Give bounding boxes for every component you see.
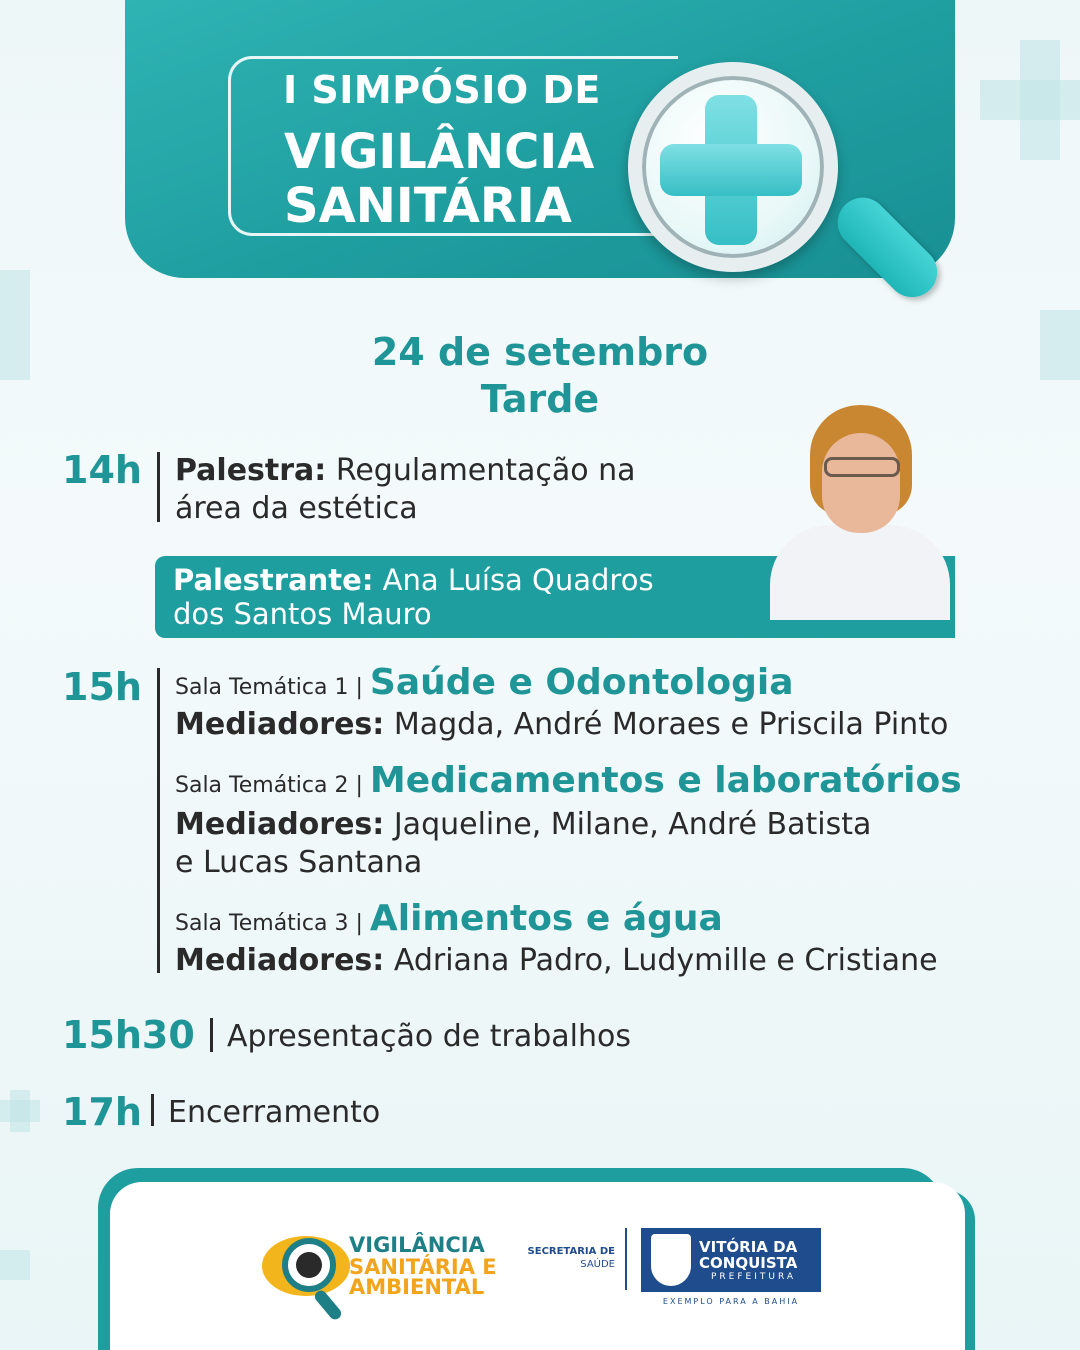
- title-line-3: SANITÁRIA: [284, 178, 572, 234]
- health-cross-icon: [660, 144, 802, 196]
- photo-glasses: [824, 457, 900, 477]
- time-14h: 14h: [62, 448, 142, 492]
- room-2-label: Sala Temática 2 |: [175, 773, 370, 798]
- speaker-name-2: dos Santos Mauro: [173, 597, 432, 631]
- lecture-text-2: área da estética: [175, 491, 418, 526]
- divider-bar: [210, 1018, 213, 1052]
- vsa-logo-text-1: VIGILÂNCIA: [349, 1233, 485, 1257]
- prefeitura-text-2: CONQUISTA: [699, 1254, 798, 1272]
- room-3-label: Sala Temática 3 |: [175, 911, 370, 936]
- divider-bar: [151, 1094, 154, 1126]
- room-2-header: [175, 762, 962, 805]
- room-3-mediators-1: Adriana Padro, Ludymille e Cristiane: [384, 943, 938, 978]
- mediators-label: Mediadores:: [175, 707, 385, 742]
- bg-cross-decoration: [10, 1090, 30, 1132]
- divider-bar: [157, 668, 160, 973]
- mediators-label: Mediadores:: [175, 943, 385, 978]
- speaker-name: [173, 563, 654, 631]
- room-3-theme: Alimentos e água: [369, 898, 723, 939]
- vsa-logo-text-3: AMBIENTAL: [349, 1275, 485, 1299]
- lecture-text-1: Regulamentação na: [326, 453, 636, 488]
- time-15h: 15h: [62, 665, 142, 709]
- bg-cross-decoration: [980, 80, 1080, 120]
- photo-face: [822, 433, 900, 533]
- logo-divider: [625, 1228, 627, 1290]
- speaker-photo: [770, 405, 950, 620]
- vsa-logo-text-2: SANITÁRIA E: [349, 1255, 497, 1279]
- room-2-mediators-1: Jaqueline, Milane, André Batista: [384, 807, 872, 842]
- secretaria-text-2: SAÚDE: [580, 1259, 615, 1270]
- time-17h: 17h: [62, 1090, 142, 1134]
- room-2-theme: Medicamentos e laboratórios: [369, 760, 962, 801]
- room-1-label: Sala Temática 1 |: [175, 675, 370, 700]
- prefeitura-text-1: VITÓRIA DA: [699, 1238, 798, 1256]
- room-1-theme: Saúde e Odontologia: [369, 662, 794, 703]
- room-3-header: [175, 900, 723, 943]
- speaker-label: Palestrante:: [173, 563, 374, 597]
- room-1-header: [175, 664, 794, 707]
- closing-text: Encerramento: [168, 1095, 381, 1130]
- room-2-mediators-2: e Lucas Santana: [175, 845, 423, 880]
- bg-cross-decoration: [0, 1250, 30, 1280]
- lecture-title: [175, 452, 636, 490]
- event-period: Tarde: [480, 377, 600, 421]
- room-1-mediators: [175, 706, 948, 744]
- lecture-label: Palestra:: [175, 453, 327, 488]
- divider-bar: [157, 452, 160, 522]
- photo-shirt: [770, 525, 950, 620]
- city-crest-icon: [651, 1234, 691, 1286]
- prefeitura-text-3: PREFEITURA: [711, 1272, 797, 1282]
- room-1-mediators-1: Magda, André Moraes e Priscila Pinto: [384, 707, 949, 742]
- speaker-name-1: Ana Luísa Quadros: [373, 563, 654, 597]
- title-line-2: VIGILÂNCIA: [284, 124, 595, 180]
- room-3-mediators: [175, 942, 938, 980]
- event-date: 24 de setembro: [371, 330, 709, 374]
- presentation-text: Apresentação de trabalhos: [227, 1019, 631, 1054]
- secretaria-text-1: SECRETARIA DE: [527, 1246, 615, 1257]
- prefeitura-slogan: EXEMPLO PARA A BAHIA: [662, 1297, 800, 1306]
- title-line-1: I SIMPÓSIO DE: [283, 68, 601, 112]
- mediators-label: Mediadores:: [175, 807, 385, 842]
- time-15h30: 15h30: [62, 1013, 195, 1057]
- eye-pupil-icon: [296, 1252, 322, 1278]
- room-2-mediators: [175, 806, 871, 844]
